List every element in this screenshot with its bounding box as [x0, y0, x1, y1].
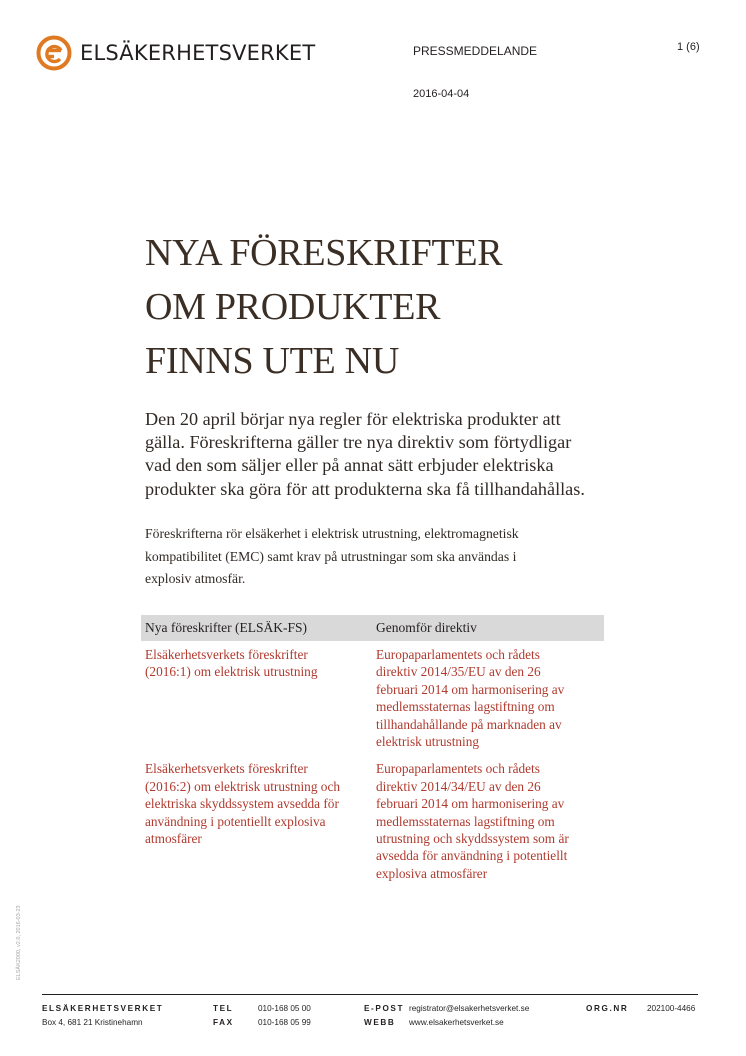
cell-line: Europaparlamentets och rådets: [376, 761, 540, 777]
cell-line: Elsäkerhetsverkets föreskrifter: [145, 647, 308, 662]
regulation-cell: [141, 646, 372, 750]
cell-line: (2016:1) om elektrisk utrustning: [145, 664, 318, 680]
cell-line: Europaparlamentets och rådets: [376, 647, 540, 662]
footer-tel-label: TEL: [213, 1004, 234, 1013]
table-header: [141, 615, 604, 641]
footer-fax: 010-168 05 99: [258, 1018, 311, 1027]
title-line: OM PRODUKTER: [145, 286, 441, 328]
footer-orgnr-label: ORG.NR: [586, 1004, 629, 1013]
document-type: PRESSMEDDELANDE: [413, 44, 538, 58]
cell-line: explosiva atmosfärer: [376, 865, 488, 881]
column-header-regulations: Nya föreskrifter (ELSÄK-FS): [145, 620, 307, 635]
footer-fax-label: FAX: [213, 1018, 234, 1027]
footer-email-link[interactable]: registrator@elsakerhetsverket.se: [409, 1004, 530, 1013]
regulation-cell: [141, 760, 372, 882]
page-number: 1 (6): [677, 41, 700, 53]
footer-org-name: ELSÄKERHETSVERKET: [42, 1004, 164, 1013]
cell-line: medlemsstaternas lagstiftning om: [376, 813, 555, 829]
body-line: explosiv atmosfär.: [145, 571, 246, 587]
cell-line: användning i potentiellt explosiva: [145, 813, 326, 829]
footer-address: Box 4, 681 21 Kristinehamn: [42, 1018, 143, 1027]
elsakerhetsverket-logo-icon: [36, 35, 72, 71]
cell-line: februari 2014 om harmonisering av: [376, 796, 565, 812]
cell-line: elektriska skyddssystem avsedda för: [145, 796, 339, 812]
cell-line: utrustning och skyddssystem som är: [376, 831, 569, 847]
page-title: [145, 226, 502, 388]
directive-cell: [372, 646, 564, 750]
cell-line: (2016:2) om elektrisk utrustning och: [145, 778, 340, 794]
footer-tel: 010-168 05 00: [258, 1004, 311, 1013]
footer-web-label: WEBB: [364, 1018, 396, 1027]
body-line: Föreskrifterna rör elsäkerhet i elektrisk utrustning, elektromagnetisk: [145, 526, 519, 541]
cell-line: avsedda för användning i potentiellt: [376, 848, 568, 864]
cell-line: medlemsstaternas lagstiftning om: [376, 699, 555, 715]
cell-line: direktiv 2014/35/EU av den 26: [376, 664, 541, 680]
template-code: ELSÄK2000, v2.0, 2016-03-23: [16, 905, 22, 980]
brand-name: ELSÄKERHETSVERKET: [80, 41, 316, 65]
column-header-directive: Genomför direktiv: [376, 620, 477, 635]
title-line: FINNS UTE NU: [145, 340, 399, 382]
footer-orgnr: 202100-4466: [647, 1004, 696, 1013]
lead-line: vad den som säljer eller på annat sätt erbjuder elektriska: [145, 455, 554, 476]
cell-line: tillhandahållande på marknaden av: [376, 716, 562, 732]
table-row: [141, 646, 604, 750]
cell-line: elektrisk utrustning: [376, 734, 480, 750]
lead-line: produkter ska göra för att produkterna ska få tillhandahållas.: [145, 478, 585, 499]
lead-line: gälla. Föreskrifterna gäller tre nya direktiv som förtydligar: [145, 432, 572, 453]
directive-cell: [372, 760, 569, 882]
lead-paragraph: [145, 408, 625, 501]
logo: [36, 35, 315, 71]
body-paragraph: [145, 523, 625, 591]
cell-line: direktiv 2014/34/EU av den 26: [376, 778, 541, 794]
body-line: kompatibilitet (EMC) samt krav på utrustningar som ska användas i: [145, 548, 517, 564]
table-row: [141, 760, 604, 882]
footer-divider: [42, 994, 698, 995]
regulations-table: [141, 615, 604, 882]
document-date: 2016-04-04: [413, 88, 470, 100]
cell-line: atmosfärer: [145, 831, 202, 847]
title-line: NYA FÖRESKRIFTER: [145, 232, 503, 274]
footer-email-label: E-POST: [364, 1004, 405, 1013]
lead-line: Den 20 april börjar nya regler för elektriska produkter att: [145, 409, 561, 429]
footer-web-link[interactable]: www.elsakerhetsverket.se: [409, 1018, 504, 1027]
cell-line: februari 2014 om harmonisering av: [376, 681, 565, 697]
cell-line: Elsäkerhetsverkets föreskrifter: [145, 761, 308, 777]
